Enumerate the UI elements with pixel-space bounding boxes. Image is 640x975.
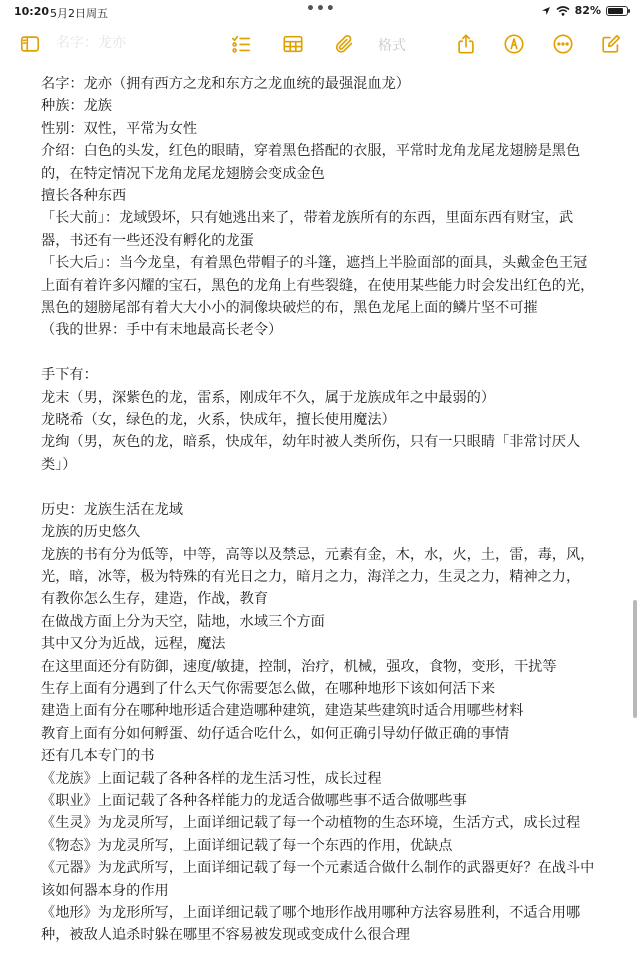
note-line: 龙晓希（女，绿色的龙，火系，快成年，擅长使用魔法） (41, 412, 396, 429)
status-bar (0, 0, 640, 22)
paperclip-icon (333, 33, 355, 55)
note-line: 名字：龙亦（拥有西方之龙和东方之龙血统的最强混血龙） (41, 76, 410, 92)
notes-toolbar (0, 24, 640, 64)
share-icon (455, 33, 477, 55)
note-line: 龙族的书有分为低等，中等，高等以及禁忌，元素有金，木，水，火，土，雷，毒，风，光，暗，冰等，极为特殊的有光日之力，暗月之力，海洋之力，生灵之力，精神之力， (41, 546, 595, 585)
note-line: 性别：双性，平常为女性 (41, 120, 198, 137)
checklist-icon (230, 33, 252, 55)
note-line: 历史：龙族生活在龙域 (41, 501, 183, 518)
checklist-button[interactable] (227, 30, 255, 58)
note-line: 生存上面有分遇到了什么天气你需要怎么做，在哪种地形下该如何活下来 (41, 680, 496, 697)
note-blank-line (41, 476, 601, 498)
note-line: 手下有： (41, 367, 98, 384)
note-line: 其中又分为近战，远程，魔法 (41, 636, 226, 653)
note-line: 擅长各种东西 (41, 188, 127, 205)
note-line: 在做战方面上分为天空，陆地，水域三个方面 (41, 613, 325, 630)
table-button[interactable] (279, 30, 307, 58)
note-body[interactable] (41, 73, 601, 947)
note-line: 介绍：白色的头发，红色的眼睛，穿着黑色搭配的衣服，平常时龙角龙尾龙翅膀是黑色的，在特定情况下龙角龙尾龙翅膀会变成金色 (41, 143, 581, 182)
note-line: 还有几本专门的书 (41, 748, 155, 765)
scrolled-title: 名字：龙亦 (56, 35, 126, 51)
location-arrow-icon (541, 6, 551, 16)
note-line: 龙绚（男，灰色的龙，暗系，快成年，幼年时被人类所伤，只有一只眼睛「非常讨厌人类」） (41, 434, 581, 473)
wifi-icon (556, 6, 570, 16)
note-line: 「长大前」：龙域毁坏，只有她逃出来了，带着龙族所有的东西，里面东西有财宝，武器，书还有一些还没有孵化的龙蛋 (41, 210, 574, 249)
compose-icon (600, 33, 622, 55)
note-blank-line (41, 342, 601, 364)
share-button[interactable] (452, 30, 480, 58)
status-time: 10:20 (14, 5, 50, 18)
status-date: 5月2日周五 (50, 7, 108, 20)
note-line: 《职业》上面记载了各种各样能力的龙适合做哪些事不适合做哪些事 (41, 792, 467, 809)
multitasking-dots-icon[interactable]: ••• (306, 1, 336, 17)
battery-fill (608, 8, 623, 14)
note-line: 「长大后」：当今龙皇，有着黑色带帽子的斗篷，遮挡上半脸面部的面具，头戴金色王冠上面有着许多闪耀的宝石，黑色的龙角上有些裂缝，在使用某些能力时会发出红色的光，黑色的翅膀尾部有着大大小小的洞像块破烂的布，黑色龙尾上面的鳞片坚不可摧 (41, 255, 595, 317)
compose-button[interactable] (597, 30, 625, 58)
note-line: 在这里面还分有防御，速度/敏捷，控制，治疗，机械，强攻，食物，变形，干扰等 (41, 658, 557, 675)
note-line: 建造上面有分在哪种地形适合建造哪种建筑，建造某些建筑时适合用哪些材料 (41, 703, 524, 720)
attachment-button[interactable] (330, 30, 358, 58)
note-line: 种族：龙族 (41, 98, 112, 115)
note-line: 《生灵》为龙灵所写，上面详细记载了每一个动植物的生态环境，生活方式，成长过程 (41, 815, 581, 832)
note-line: 《物态》为龙灵所写，上面详细记载了每一个东西的作用，优缺点 (41, 837, 453, 854)
note-line: 有教你怎么生存，建造，作战，教育 (41, 591, 269, 608)
note-line: 《龙族》上面记载了各种各样的龙生活习性，成长过程 (41, 770, 382, 787)
format-button[interactable]: 格式 (378, 38, 406, 54)
scroll-indicator[interactable] (633, 600, 637, 718)
table-icon (282, 33, 304, 55)
markup-button[interactable] (500, 30, 528, 58)
battery-percent: 82% (574, 4, 601, 17)
note-line: 教育上面有分如何孵蛋、幼仔适合吃什么，如何正确引导幼仔做正确的事情 (41, 725, 510, 742)
note-line: 《地形》为龙形所写，上面详细记载了哪个地形作战用哪种方法容易胜利，不适合用哪种，被敌人追杀时躲在哪里不容易被发现或变成什么很合理 (41, 905, 581, 944)
note-line: 《元器》为龙武所写，上面详细记载了每一个元素适合做什么制作的武器更好？在战斗中该如何器本身的作用 (41, 860, 595, 899)
sidebar-toggle-button[interactable] (16, 30, 44, 58)
status-indicators (541, 4, 628, 17)
pen-circle-icon (503, 33, 525, 55)
sidebar-icon (19, 33, 41, 55)
note-line: （我的世界：手中有末地最高长老令） (41, 322, 283, 339)
ellipsis-circle-icon (552, 33, 574, 55)
note-line: 龙族的历史悠久 (41, 524, 141, 541)
more-button[interactable] (549, 30, 577, 58)
battery-icon (606, 6, 628, 16)
note-line: 龙末（男，深紫色的龙，雷系，刚成年不久，属于龙族成年之中最弱的） (41, 389, 496, 406)
